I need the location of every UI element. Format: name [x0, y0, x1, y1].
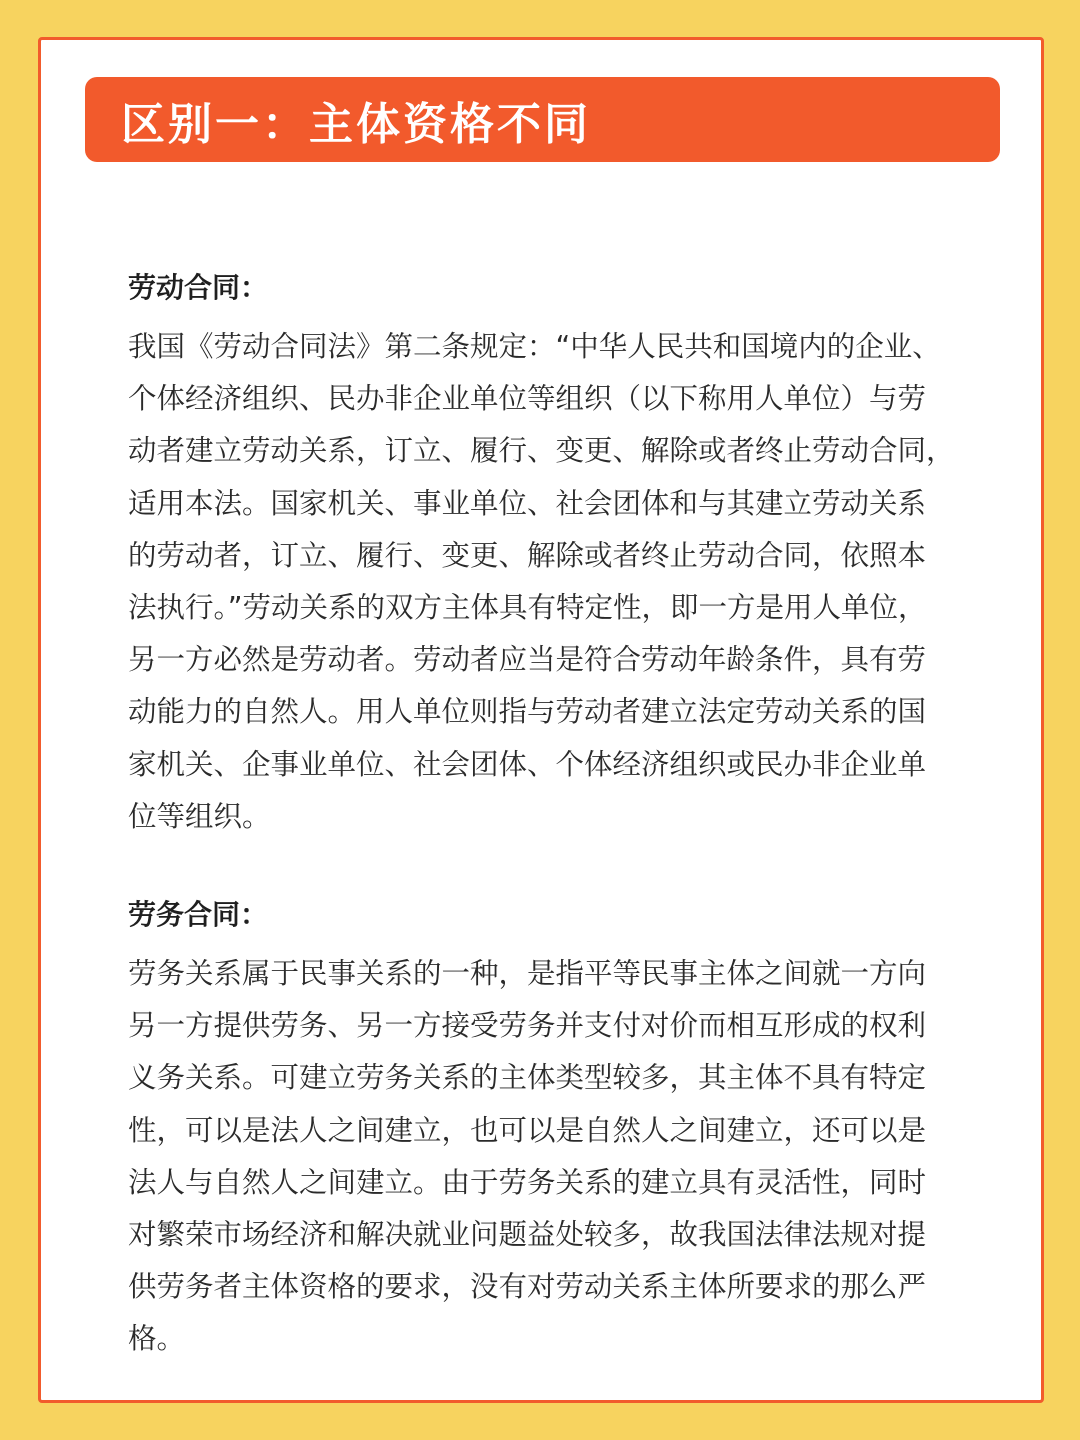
- paragraph-line: 家机关、企事业单位、社会团体、个体经济组织或民办非企业单: [128, 747, 927, 781]
- paragraph-line: 法执行。”劳动关系的双方主体具有特定性，即一方是用人单位，: [128, 590, 927, 624]
- paragraph-line: 另一方必然是劳动者。劳动者应当是符合劳动年龄条件，具有劳: [128, 643, 927, 677]
- paragraph-line: 法人与自然人之间建立。由于劳务关系的建立具有灵活性，同时: [128, 1165, 927, 1199]
- section-service-contract: [128, 895, 958, 1366]
- title-banner: [85, 77, 1000, 162]
- paragraph-line: 动者建立劳动关系，订立、履行、变更、解除或者终止劳动合同，: [128, 434, 955, 468]
- section-heading: 劳动合同：: [128, 271, 269, 304]
- paragraph-line: 性，可以是法人之间建立，也可以是自然人之间建立，还可以是: [128, 1113, 927, 1147]
- paragraph-line: 格。: [128, 1322, 186, 1356]
- section-heading: 劳务合同：: [128, 898, 269, 931]
- content-card: [38, 37, 1044, 1403]
- paragraph-line: 对繁荣市场经济和解决就业问题益处较多，故我国法律法规对提: [128, 1217, 927, 1251]
- paragraph-line: 劳务关系属于民事关系的一种，是指平等民事主体之间就一方向: [128, 957, 927, 990]
- paragraph-line: 位等组织。: [128, 799, 271, 833]
- section-labor-contract: [128, 268, 958, 843]
- paragraph-line: 义务关系。可建立劳务关系的主体类型较多，其主体不具有特定: [128, 1061, 927, 1095]
- section-paragraph: [128, 948, 958, 1366]
- page-title: 区别一：主体资格不同: [121, 98, 591, 150]
- paragraph-line: 个体经济组织、民办非企业单位等组织（以下称用人单位）与劳: [128, 382, 927, 416]
- paragraph-line: 的劳动者，订立、履行、变更、解除或者终止劳动合同，依照本: [128, 538, 927, 572]
- section-paragraph: [128, 321, 958, 843]
- paragraph-line: 我国《劳动合同法》第二条规定：“中华人民共和国境内的企业、: [128, 330, 941, 363]
- paragraph-line: 另一方提供劳务、另一方接受劳务并支付对价而相互形成的权利: [128, 1009, 927, 1043]
- paragraph-line: 供劳务者主体资格的要求，没有对劳动关系主体所要求的那么严: [128, 1270, 927, 1304]
- paragraph-line: 适用本法。国家机关、事业单位、社会团体和与其建立劳动关系: [128, 486, 927, 520]
- paragraph-line: 动能力的自然人。用人单位则指与劳动者建立法定劳动关系的国: [128, 695, 927, 729]
